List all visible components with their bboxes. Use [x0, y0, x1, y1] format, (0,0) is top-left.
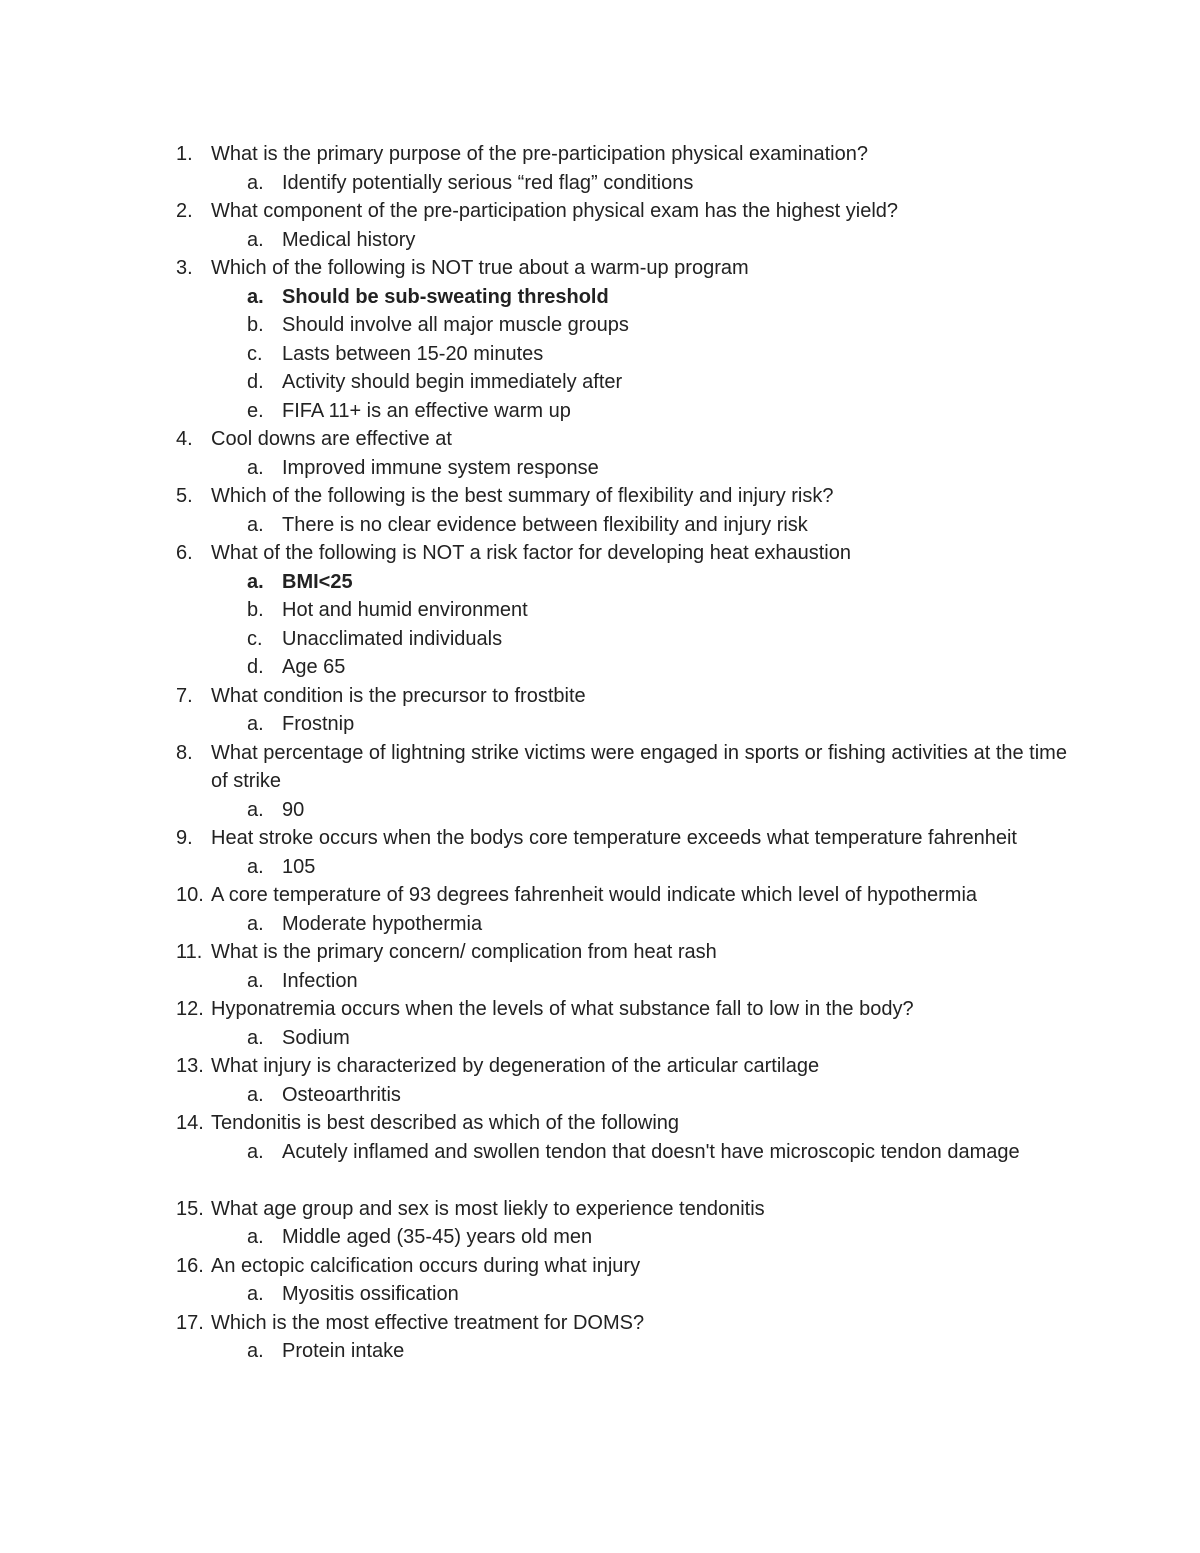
answer-option	[0, 967, 1200, 996]
answer-letter: d.	[247, 656, 264, 678]
answer-letter: a.	[247, 1283, 264, 1305]
answer-option	[0, 853, 1200, 882]
question-number: 13.	[176, 1055, 204, 1077]
question-item	[0, 739, 1200, 796]
question-item	[0, 1052, 1200, 1081]
question-text: A core temperature of 93 degrees fahrenheit would indicate which level of hypothermia	[211, 884, 978, 906]
answer-option	[0, 1024, 1200, 1053]
question-text: What of the following is NOT a risk factor for developing heat exhaustion	[211, 542, 851, 564]
answer-text: Moderate hypothermia	[282, 912, 483, 935]
answer-text: Sodium	[282, 1026, 350, 1049]
answer-letter: c.	[247, 627, 263, 650]
answer-option	[0, 368, 1200, 397]
answer-text: Acutely inflamed and swollen tendon that doesn't have microscopic tendon damage	[282, 1140, 1020, 1163]
question-item	[0, 140, 1200, 169]
question-number: 12.	[176, 998, 204, 1020]
answer-letter: e.	[247, 399, 264, 422]
answer-letter: c.	[247, 342, 263, 365]
question-text: What age group and sex is most liekly to experience tendonitis	[211, 1197, 765, 1220]
question-text: What condition is the precursor to frostbite	[211, 684, 586, 707]
answer-option	[0, 568, 1200, 597]
answer-option	[0, 1081, 1200, 1110]
answer-option	[0, 340, 1200, 369]
question-number: 17.	[176, 1311, 204, 1334]
answer-text: Middle aged (35-45) years old men	[282, 1226, 593, 1248]
answer-option	[0, 169, 1200, 198]
answer-letter: a.	[247, 456, 264, 479]
question-text: What is the primary concern/ complication from heat rash	[211, 941, 717, 963]
answer-text: 90	[282, 798, 305, 821]
answer-letter: b.	[247, 314, 264, 336]
answer-option	[0, 910, 1200, 939]
answer-letter: a.	[247, 713, 264, 735]
question-text: What percentage of lightning strike victims were engaged in sports or fishing activities at the time of strike	[211, 741, 1067, 792]
answer-text: Should be sub-sweating threshold	[282, 285, 609, 308]
answer-option	[0, 454, 1200, 483]
answer-letter: a.	[247, 228, 264, 251]
answer-letter: a.	[247, 285, 264, 308]
question-number: 14.	[176, 1112, 204, 1134]
question-item	[0, 197, 1200, 226]
answer-letter: a.	[247, 1340, 264, 1362]
question-number: 10.	[176, 884, 204, 906]
answer-option	[0, 625, 1200, 654]
answer-letter: a.	[247, 513, 264, 536]
answer-text: Hot and humid environment	[282, 599, 528, 621]
question-number: 15.	[176, 1197, 204, 1220]
question-text: Which is the most effective treatment for DOMS?	[211, 1311, 645, 1334]
answer-letter: b.	[247, 599, 264, 621]
question-item	[0, 938, 1200, 967]
question-item	[0, 425, 1200, 454]
question-text: An ectopic calcification occurs during what injury	[211, 1254, 641, 1277]
answer-letter: a.	[247, 1226, 264, 1248]
answer-option	[0, 226, 1200, 255]
answer-text: Age 65	[282, 656, 346, 678]
answer-letter: a.	[247, 912, 264, 935]
question-text: What injury is characterized by degeneration of the articular cartilage	[211, 1055, 820, 1077]
question-list	[0, 140, 1200, 1366]
question-number: 4.	[176, 428, 193, 450]
answer-option	[0, 653, 1200, 682]
answer-letter: a.	[247, 798, 264, 821]
question-item	[0, 1309, 1200, 1338]
question-item	[0, 1109, 1200, 1138]
answer-option	[0, 1280, 1200, 1309]
answer-text: FIFA 11+ is an effective warm up	[282, 399, 571, 422]
answer-option	[0, 596, 1200, 625]
question-number: 7.	[176, 684, 193, 707]
answer-text: Medical history	[282, 228, 416, 251]
answer-letter: d.	[247, 371, 264, 393]
question-text: What component of the pre-participation physical exam has the highest yield?	[211, 200, 899, 222]
question-number: 6.	[176, 542, 193, 564]
question-text: Cool downs are effective at	[211, 428, 452, 450]
answer-option	[0, 1337, 1200, 1366]
answer-text: Infection	[282, 969, 358, 992]
answer-option	[0, 710, 1200, 739]
answer-letter: a.	[247, 1140, 264, 1163]
question-text: Hyponatremia occurs when the levels of what substance fall to low in the body?	[211, 998, 914, 1020]
question-number: 1.	[176, 143, 193, 165]
question-text: What is the primary purpose of the pre-participation physical examination?	[211, 143, 868, 165]
question-text: Which of the following is NOT true about a warm-up program	[211, 257, 749, 279]
question-item	[0, 682, 1200, 711]
question-number: 9.	[176, 827, 193, 849]
answer-text: Activity should begin immediately after	[282, 371, 623, 393]
question-item	[0, 881, 1200, 910]
answer-option	[0, 283, 1200, 312]
answer-text: Lasts between 15-20 minutes	[282, 342, 544, 365]
answer-option	[0, 1223, 1200, 1252]
answer-option	[0, 397, 1200, 426]
answer-letter: a.	[247, 1026, 264, 1049]
answer-letter: a.	[247, 855, 264, 878]
question-number: 3.	[176, 257, 193, 279]
question-item	[0, 482, 1200, 511]
answer-text: BMI<25	[282, 570, 353, 593]
question-text: Tendonitis is best described as which of the following	[211, 1112, 680, 1134]
question-number: 8.	[176, 741, 193, 764]
question-number: 16.	[176, 1254, 204, 1277]
answer-text: 105	[282, 855, 316, 878]
question-item	[0, 995, 1200, 1024]
answer-text: Improved immune system response	[282, 456, 599, 479]
answer-text: Osteoarthritis	[282, 1083, 401, 1106]
question-item	[0, 1195, 1200, 1224]
question-text: Heat stroke occurs when the bodys core temperature exceeds what temperature fahrenheit	[211, 827, 1017, 849]
question-item	[0, 824, 1200, 853]
question-item	[0, 254, 1200, 283]
answer-option	[0, 311, 1200, 340]
answer-text: Protein intake	[282, 1340, 405, 1362]
answer-text: Should involve all major muscle groups	[282, 314, 629, 336]
question-number: 5.	[176, 485, 193, 507]
answer-text: Unacclimated individuals	[282, 627, 503, 650]
answer-option	[0, 1138, 1200, 1195]
answer-text: There is no clear evidence between flexibility and injury risk	[282, 513, 808, 536]
question-number: 11.	[176, 941, 203, 963]
answer-text: Myositis ossification	[282, 1283, 459, 1305]
answer-text: Frostnip	[282, 713, 355, 735]
answer-option	[0, 796, 1200, 825]
question-number: 2.	[176, 200, 193, 222]
question-item	[0, 1252, 1200, 1281]
answer-option	[0, 511, 1200, 540]
answer-letter: a.	[247, 171, 264, 194]
question-item	[0, 539, 1200, 568]
answer-letter: a.	[247, 570, 264, 593]
answer-text: Identify potentially serious “red flag” conditions	[282, 171, 694, 194]
question-text: Which of the following is the best summary of flexibility and injury risk?	[211, 485, 834, 507]
answer-letter: a.	[247, 1083, 264, 1106]
answer-letter: a.	[247, 969, 264, 992]
